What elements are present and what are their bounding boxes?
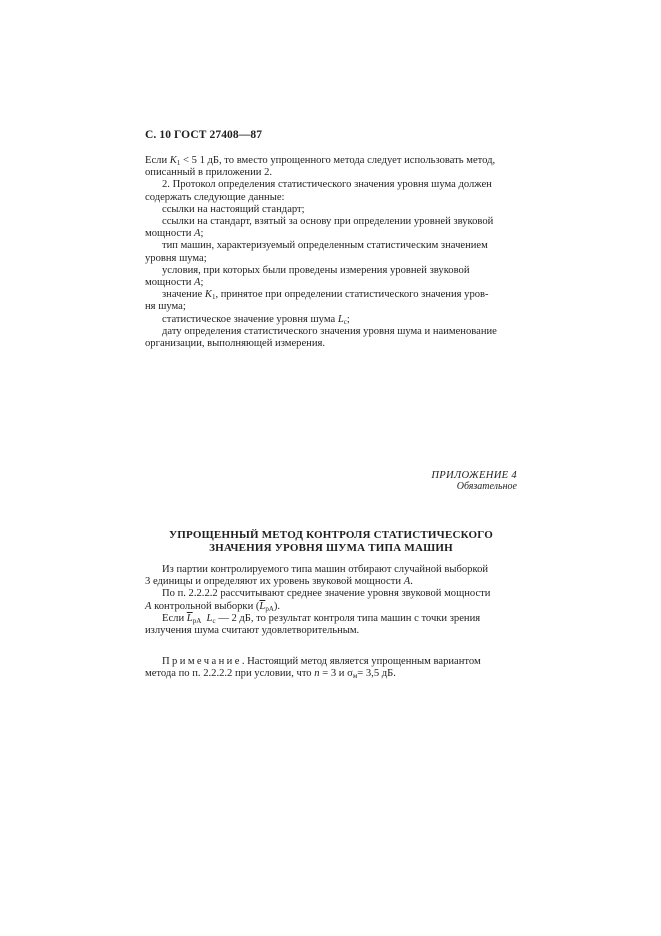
text-line: Если $K_1 < 5$ 1 дБ, то вместо упрощенного метода следует использовать метод,	[145, 155, 496, 167]
section-title-line: ЗНАЧЕНИЯ УРОВНЯ ШУМА ТИПА МАШИН	[209, 542, 453, 554]
text-line: тип машин, характеризуемый определенным статистическим значением	[162, 240, 488, 252]
text-line: 2. Протокол определения статистического значения уровня шума должен	[162, 179, 492, 191]
note-line: Примечание. Настоящий метод является упрощенным вариантом	[162, 656, 481, 667]
text-line: По п. 2.2.2.2 рассчитывают среднее значение уровня звуковой мощности	[162, 588, 491, 600]
section-title-line: УПРОЩЕННЫЙ МЕТОД КОНТРОЛЯ СТАТИСТИЧЕСКОГО	[169, 529, 493, 541]
text-line: излучения шума считают удовлетворительным.	[145, 625, 360, 637]
text-line: ня шума;	[145, 301, 186, 313]
text-line: статистическое значение уровня шума $L_c$;	[162, 313, 350, 326]
text-line: организации, выполняющей измерения.	[145, 338, 326, 350]
text-line: описанный в приложении 2.	[145, 167, 273, 179]
note-line: метода по п. 2.2.2.2 при условии, что n = 3 и $\sigma_м= 3,5$ дБ.	[145, 668, 396, 681]
text-line: A контрольной выборки $(\overline{L}_{pA})$.	[145, 600, 281, 613]
text-line: содержать следующие данные:	[145, 191, 285, 203]
text-line: мощности A;	[145, 277, 204, 289]
text-line: Если $\overline{L}_{pA}$ $L_c$ — 2 дБ, то результат контроля типа машин с точки зрения	[162, 612, 481, 625]
text-line: дату определения статистического значения уровня шума и наименование	[162, 325, 497, 337]
note-label: Примечание	[162, 656, 242, 667]
appendix-label: ПРИЛОЖЕНИЕ 4	[431, 470, 517, 481]
text-line: ссылки на стандарт, взятый за основу при определении уровней звуковой	[162, 216, 494, 228]
protocol-section	[145, 155, 517, 350]
text-line: ссылки на настоящий стандарт;	[162, 203, 305, 215]
text-line: значение $K_1$, принятое при определении статистического значения уров-	[162, 289, 489, 302]
note-section	[145, 656, 517, 680]
text-line: условия, при которых были проведены измерения уровней звуковой	[162, 264, 470, 276]
text-line: 3 единицы и определяют их уровень звуковой мощности A.	[145, 576, 413, 588]
text-line: уровня шума;	[145, 252, 207, 264]
appendix-status: Обязательное	[456, 481, 517, 492]
section-title	[145, 529, 517, 555]
text-line: мощности A;	[145, 228, 204, 240]
text-line: Из партии контролируемого типа машин отбирают случайной выборкой	[162, 564, 489, 575]
page-header: С. 10 ГОСТ 27408—87	[145, 129, 263, 141]
method-section	[145, 564, 517, 637]
